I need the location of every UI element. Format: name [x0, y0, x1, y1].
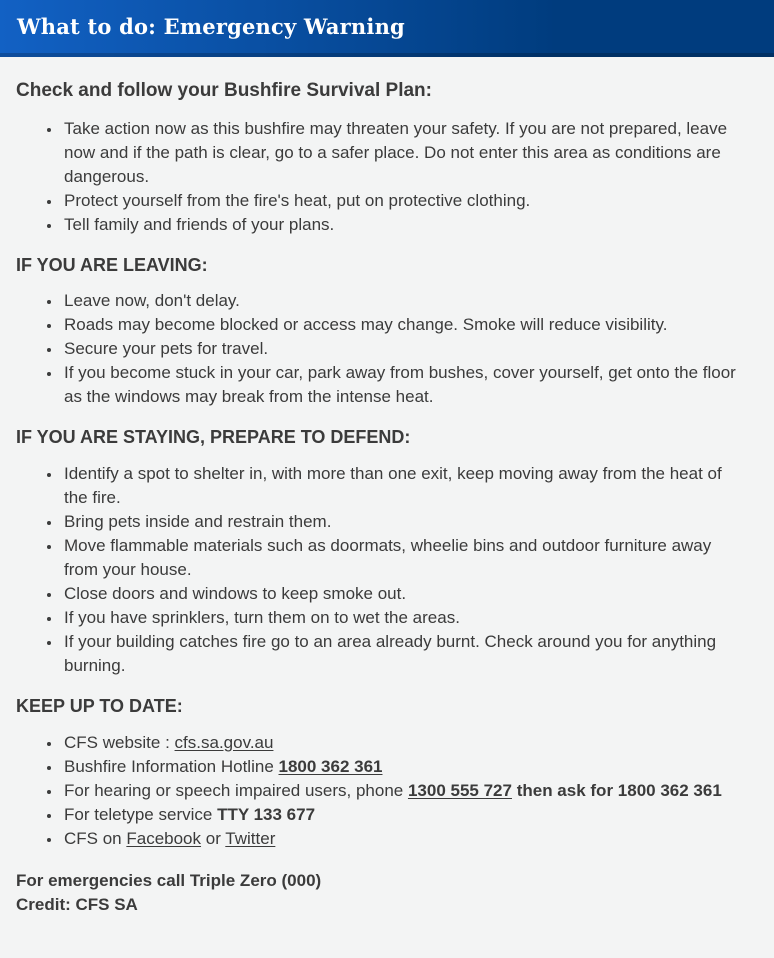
list-item	[62, 289, 744, 313]
text-segment: Secure your pets for travel.	[64, 339, 269, 359]
text-segment: Roads may become blocked or access may change. Smoke will reduce visibility.	[64, 315, 668, 335]
section-keep-up-to-date	[16, 696, 744, 851]
bullet-list-survival-plan	[16, 117, 744, 237]
list-item	[62, 510, 744, 534]
section-heading-if-staying: IF YOU ARE STAYING, PREPARE TO DEFEND:	[16, 427, 411, 448]
emergency-line: For emergencies call Triple Zero (000)	[16, 870, 322, 890]
text-segment: Protect yourself from the fire's heat, put on protective clothing.	[64, 190, 531, 210]
list-item	[62, 213, 744, 237]
list-item	[62, 462, 744, 510]
facebook-link[interactable]: Facebook	[126, 828, 202, 848]
text-segment: Bring pets inside and restrain them.	[64, 511, 332, 531]
speech-relay-link[interactable]: 1300 555 727	[407, 780, 512, 800]
list-item	[62, 189, 744, 213]
text-segment: For teletype service	[64, 804, 218, 824]
text-segment: CFS on	[64, 828, 127, 848]
text-segment: CFS website :	[64, 732, 175, 752]
list-item	[62, 827, 744, 851]
page-title: What to do: Emergency Warning	[17, 14, 405, 39]
list-item	[62, 337, 744, 361]
list-item	[62, 606, 744, 630]
bullet-list-if-staying	[16, 462, 744, 678]
list-item	[62, 630, 744, 678]
section-heading-if-leaving: IF YOU ARE LEAVING:	[16, 254, 208, 275]
list-item	[62, 313, 744, 337]
bushfire-hotline-link[interactable]: 1800 362 361	[278, 756, 383, 776]
section-heading-keep-up-to-date: KEEP UP TO DATE:	[16, 695, 183, 716]
list-item	[62, 582, 744, 606]
list-item	[62, 361, 744, 409]
text-segment: or	[201, 828, 226, 848]
text-segment: Bushfire Information Hotline	[64, 756, 279, 776]
bullet-list-if-leaving	[16, 289, 744, 409]
list-item	[62, 534, 744, 582]
section-if-leaving	[16, 255, 744, 410]
list-item	[62, 803, 744, 827]
section-if-staying	[16, 427, 744, 678]
list-item	[62, 779, 744, 803]
page-header	[0, 0, 774, 57]
text-segment: Tell family and friends of your plans.	[64, 214, 335, 234]
text-segment: If you become stuck in your car, park away from bushes, cover yourself, get onto the floor as the windows may break from the intense heat.	[64, 363, 736, 407]
text-segment: Leave now, don't delay.	[64, 291, 240, 311]
text-segment: Take action now as this bushfire may threaten your safety. If you are not prepared, leave now and if the path is clear, go to a safer place. Do not enter this area as conditions are dangerous.	[64, 118, 728, 186]
cfs-website-link[interactable]: cfs.sa.gov.au	[174, 732, 274, 752]
text-segment: Close doors and windows to keep smoke out.	[64, 583, 407, 603]
list-item	[62, 731, 744, 755]
footer-note	[16, 869, 744, 917]
text-segment: then ask for 1800 362 361	[516, 780, 722, 800]
text-segment: Identify a spot to shelter in, with more than one exit, keep moving away from the heat of the fire.	[64, 463, 722, 507]
text-segment: Move flammable materials such as doormats, wheelie bins and outdoor furniture away from your house.	[64, 535, 712, 579]
list-item	[62, 755, 744, 779]
credit-line: Credit: CFS SA	[16, 894, 138, 914]
bullet-list-keep-up-to-date	[16, 731, 744, 851]
section-survival-plan	[16, 80, 744, 237]
text-segment: If your building catches fire go to an area already burnt. Check around you for anything burning.	[64, 631, 717, 675]
text-segment: TTY 133 677	[217, 804, 316, 824]
text-segment: For hearing or speech impaired users, phone	[64, 780, 408, 800]
twitter-link[interactable]: Twitter	[225, 828, 276, 848]
section-heading-survival-plan: Check and follow your Bushfire Survival Plan:	[16, 80, 432, 101]
list-item	[62, 117, 744, 189]
content	[0, 57, 774, 929]
text-segment: If you have sprinklers, turn them on to wet the areas.	[64, 607, 460, 627]
